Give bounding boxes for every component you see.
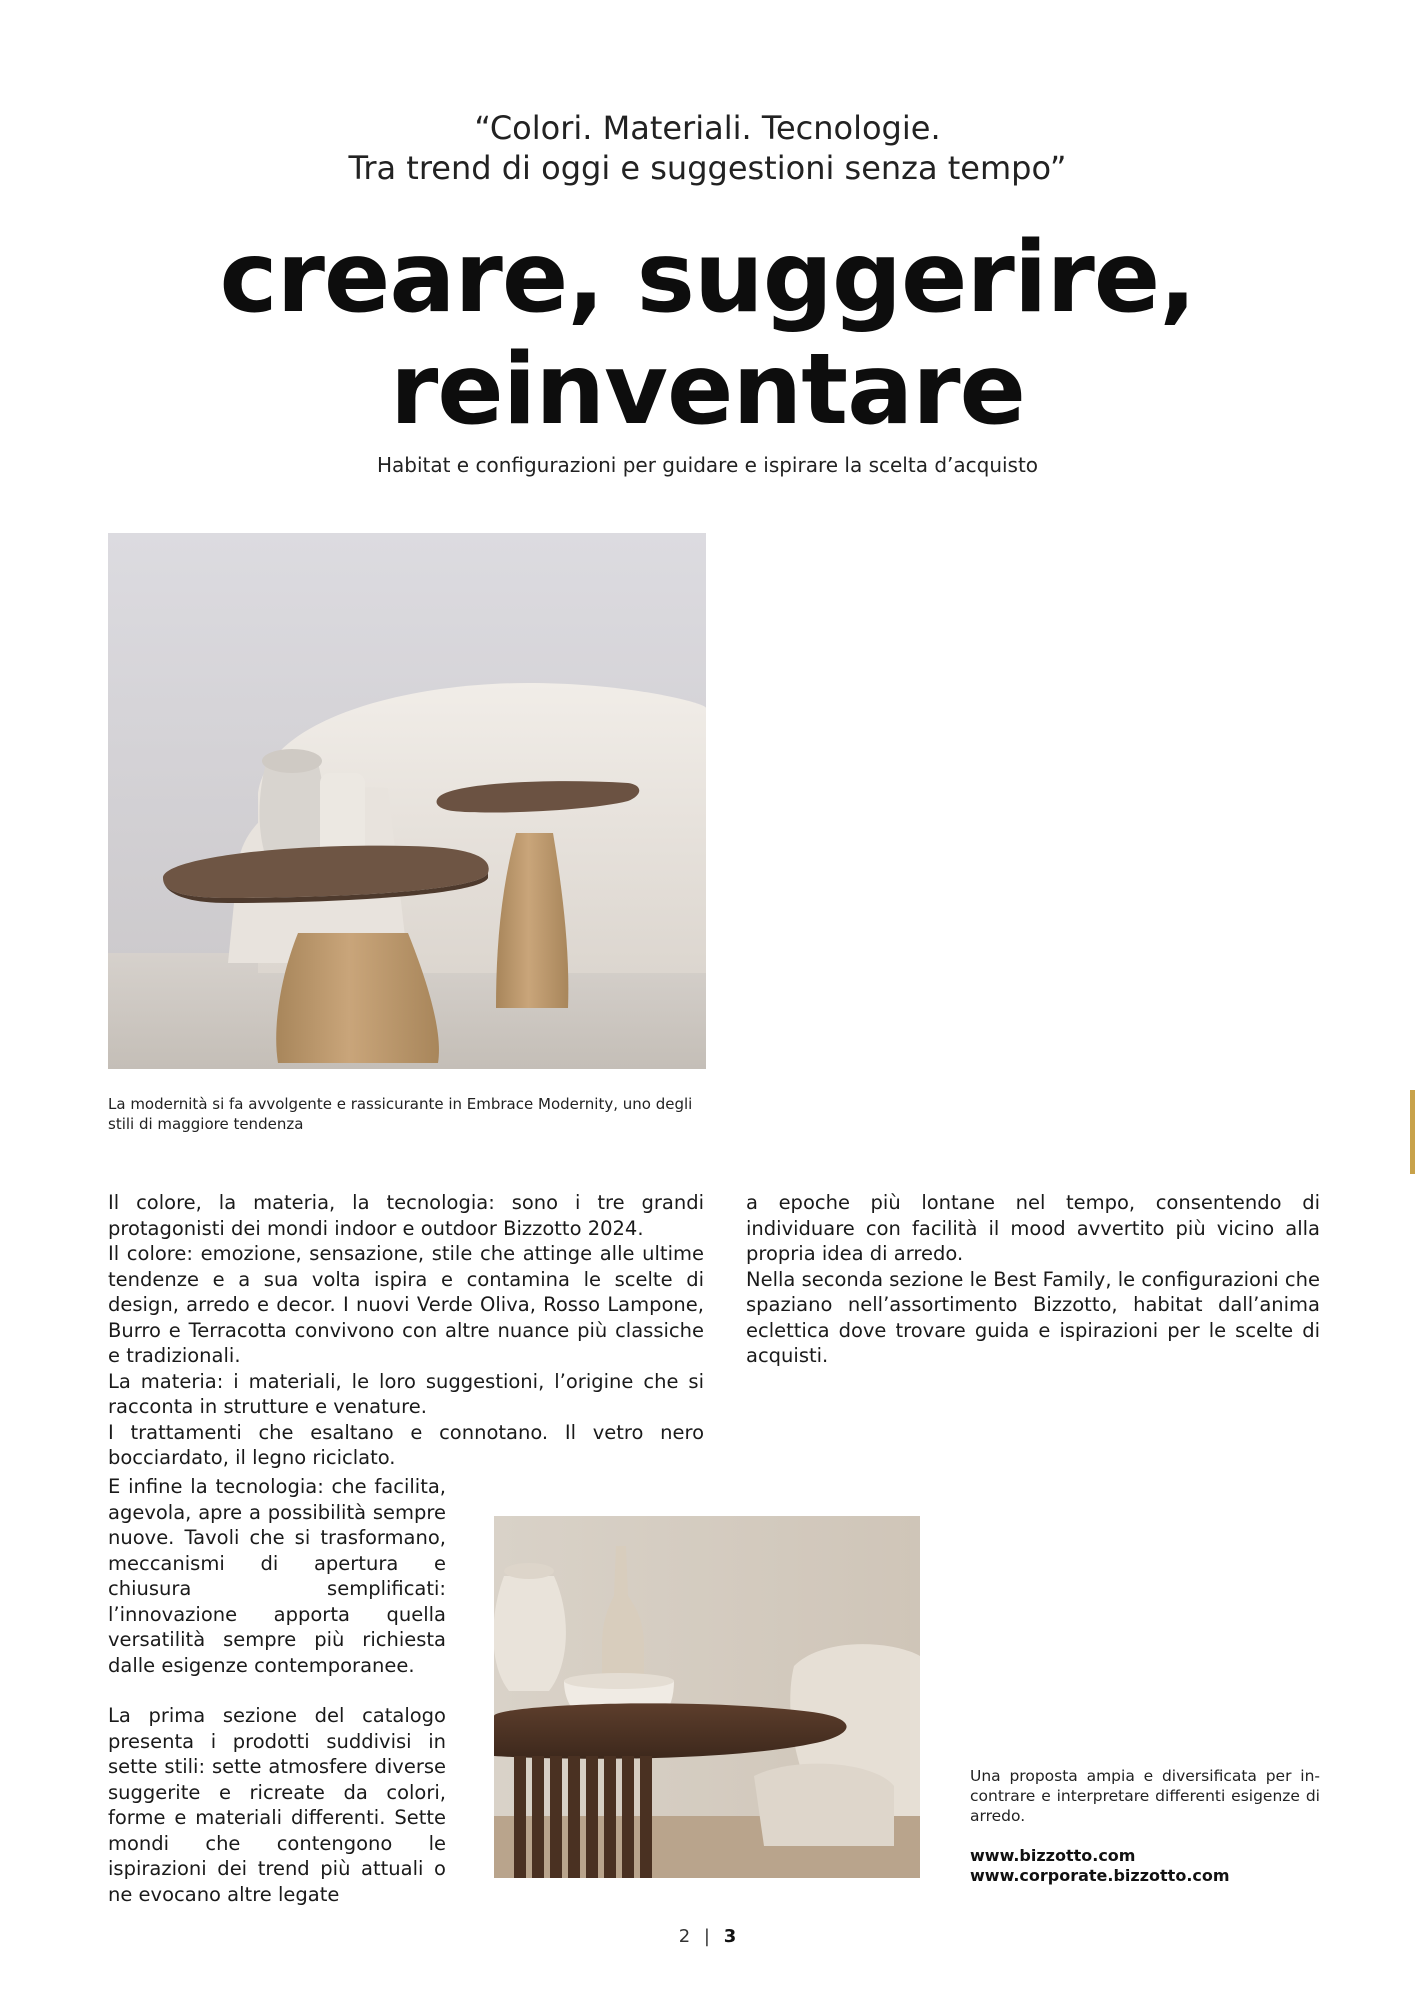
body-left-column [108,1190,704,1471]
side-tables-photo [108,533,706,1069]
body-right-column [746,1190,1320,1369]
page-subtitle: Habitat e configurazioni per guidare e ispirare la scelta d’acquisto [376,453,1039,477]
paragraph: I trattamenti che esaltano e connotano. Il vetro nero bocciardato, il legno riciclato. [108,1420,704,1469]
intro-quote [0,108,1415,188]
body-left-narrow-column [108,1474,446,1907]
quote-line-2: Tra trend di oggi e suggestioni senza tempo” [348,149,1067,187]
title-line-1: creare, suggerire, [219,221,1196,335]
website-link[interactable]: www.bizzotto.com [970,1846,1136,1865]
page-title [0,222,1415,446]
paragraph: E infine la tecnologia: che facilita, agevola, apre a possibilità sempre nuove. Tavoli che si trasformano, meccanismi di apertura e chiusura semplificati: l’innovazione apporta quella versatilità sempre più richiesta dalle esigenze contemporanee. [108,1475,446,1677]
paragraph: Il colore, la materia, la tecnologia: sono i tre grandi protagonisti dei mondi indoor e outdoor Bizzotto 2024. [108,1191,704,1240]
page-number-left: 2 [678,1926,691,1947]
paragraph: La materia: i materiali, le loro suggestioni, l’origine che si racconta in strutture e venature. [108,1369,704,1418]
page-numbers [0,1926,1415,1948]
paragraph: Il colore: emozione, sensazione, stile che attinge alle ultime tendenze e a sua volta ispira e contamina le scelte di design, arredo e decor. I nuovi Verde Oliva, Rosso Lampone, Burro e Terracotta convivono con altre nuance più classiche e tradizionali. [108,1242,704,1367]
photo-caption-2: Una proposta ampia e diversificata per in-contrare e interpretare differenti esigenze di arredo. [970,1767,1320,1825]
photo-caption-1: La modernità si fa avvolgente e rassicurante in Embrace Modernity, uno degli stili di maggiore tendenza [108,1095,693,1133]
paragraph: La prima sezione del catalogo presenta i prodotti suddivisi in sette stili: sette atmosfere diverse suggerite e ricreate da colori, forme e materiali differenti. Sette mondi che contengono le ispirazioni dei trend più attuali o ne evocano altre legate [108,1704,446,1906]
dining-table-photo [494,1516,920,1878]
quote-line-1: “Colori. Materiali. Tecnologie. [474,109,941,147]
corporate-website-link[interactable]: www.corporate.bizzotto.com [970,1866,1230,1885]
paragraph: Nella seconda sezione le Best Family, le configurazioni che spaziano nell’assortimento Bizzotto, habitat dall’anima eclettica dove trovare guida e ispirazioni per le scelte di acquisti. [746,1267,1320,1367]
page-separator: | [703,1926,710,1947]
paragraph: a epoche più lontane nel tempo, consentendo di individuare con facilità il mood avvertito più vicino alla propria idea di arredo. [746,1191,1320,1265]
page-number-right: 3 [723,1926,737,1947]
title-line-2: reinventare [389,333,1026,447]
edge-tab-marker [1410,1090,1415,1174]
